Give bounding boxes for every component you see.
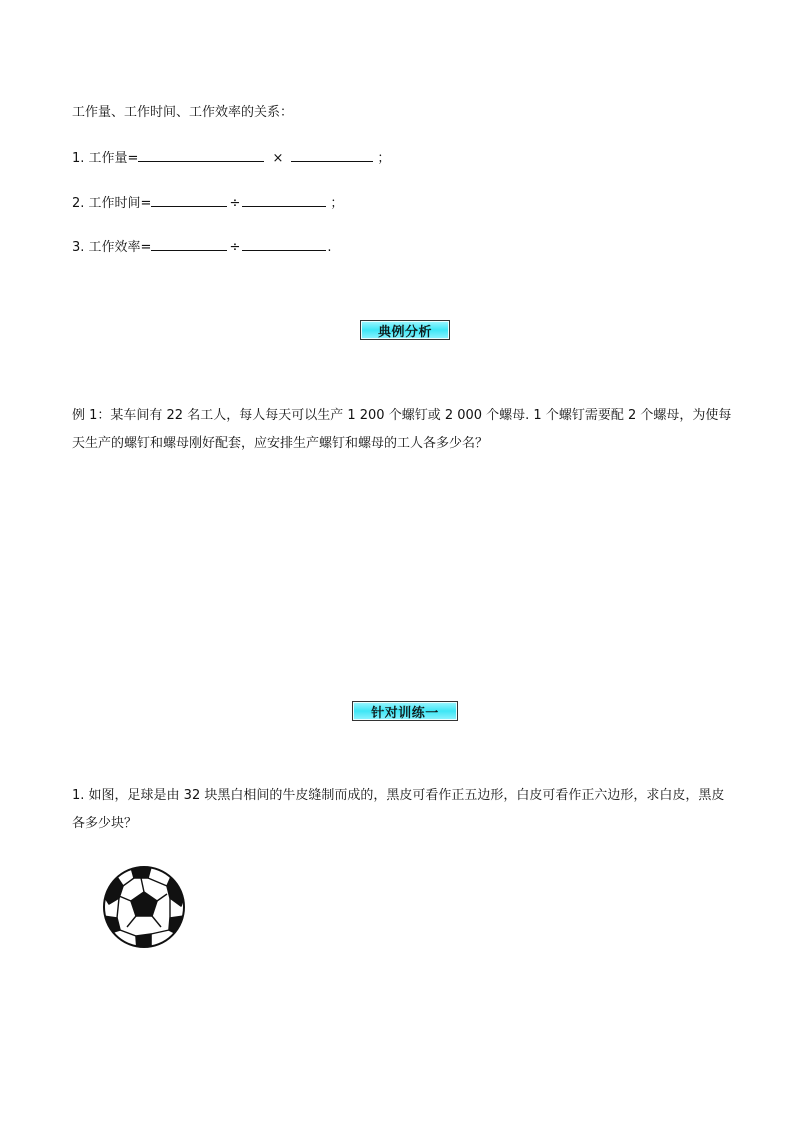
formula-label: 1. 工作量= — [72, 151, 139, 166]
formula-end: . — [327, 240, 332, 255]
answer-blank[interactable] — [151, 192, 227, 207]
example-problem: 例 1：某车间有 22 名工人，每人每天可以生产 1 200 个螺钉或 2 000 个螺母. 1 个螺钉需要配 2 个螺母，为使每天生产的螺钉和螺母刚好配套，应安排生产螺钉和螺母的工人各多少名？ — [72, 408, 732, 451]
formula-label: 3. 工作效率= — [72, 240, 152, 255]
divide-sign: ÷ — [229, 240, 241, 255]
practice-problem: 1. 如图，足球是由 32 块黑白相间的牛皮缝制而成的，黑皮可看作正五边形，白皮可看作正六边形，求白皮，黑皮各多少块？ — [72, 788, 725, 831]
answer-blank[interactable] — [242, 236, 326, 251]
formula-work-efficiency — [72, 236, 331, 257]
formula-work-time — [72, 192, 343, 213]
answer-blank[interactable] — [151, 236, 227, 251]
formula-end: ； — [330, 196, 344, 211]
section-title-example: 典例分析 — [360, 320, 450, 340]
answer-blank[interactable] — [291, 147, 373, 162]
soccer-ball-icon — [101, 864, 187, 950]
formula-label: 2. 工作时间= — [72, 196, 152, 211]
multiply-sign: × — [272, 151, 284, 166]
intro-heading: 工作量、工作时间、工作效率的关系： — [72, 105, 294, 120]
formula-work-amount — [72, 147, 390, 168]
answer-blank[interactable] — [138, 147, 264, 162]
section-title-practice: 针对训练一 — [352, 701, 458, 721]
answer-blank[interactable] — [242, 192, 326, 207]
divide-sign: ÷ — [229, 196, 241, 211]
formula-end: ； — [377, 151, 391, 166]
